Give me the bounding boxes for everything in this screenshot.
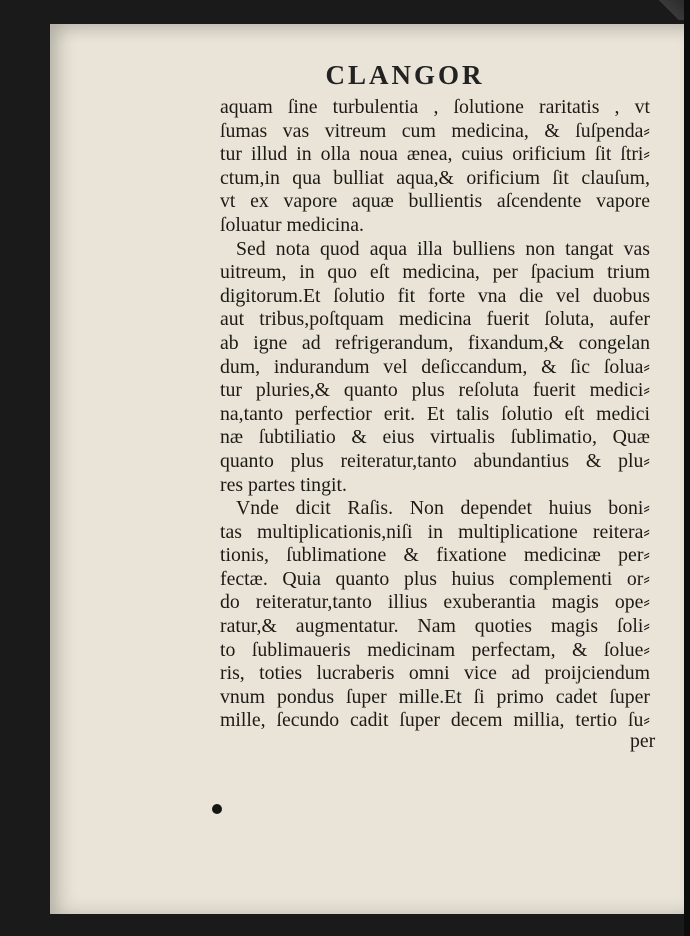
text-line: tur illud in olla noua ænea, cuius orificium ſit ſtri⸗ — [220, 143, 650, 166]
text-line: ab igne ad refrigerandum, fixandum,& congelan — [220, 331, 650, 354]
text-line: vnum pondus ſuper mille.Et ſi primo cadet ſuper — [220, 685, 650, 708]
text-line: Vnde dicit Raſis. Non dependet huius boni⸗ — [236, 497, 650, 520]
text-line: tur pluries,& quanto plus reſoluta fuerit medici⸗ — [220, 379, 650, 402]
text-line: ctum,in qua bulliat aqua,& orificium ſit clauſum, — [220, 166, 650, 189]
text-line: tas multiplicationis,niſi in multiplicatione reitera⸗ — [220, 520, 650, 543]
page-corner — [654, 0, 684, 20]
text-line: res partes tingit. — [220, 473, 347, 496]
text-line: na,tanto perfectior erit. Et talis ſolutio eſt medici — [220, 402, 650, 425]
text-line: ſumas vas vitreum cum medicina, & ſuſpenda⸗ — [220, 119, 650, 142]
text-line: uitreum, in quo eſt medicina, per ſpacium trium — [220, 261, 650, 284]
text-line: digitorum.Et ſolutio fit forte vna die vel duobus — [220, 284, 650, 307]
text-line: aquam ſine turbulentia , ſolutione raritatis , vt — [220, 96, 650, 118]
text-line: ratur,& augmentatur. Nam quoties magis ſoli⸗ — [220, 615, 650, 638]
scan-edge — [684, 0, 690, 936]
text-line: ris, toties lucraberis omni vice ad proijciendum — [220, 662, 650, 685]
text-line: tionis, ſublimatione & fixatione medicinæ per⸗ — [220, 544, 650, 567]
text-line: vt ex vapore aquæ bullientis aſcendente vapore — [220, 190, 650, 213]
text-line: ſoluatur medicina. — [220, 213, 364, 236]
text-line: aut tribus,poſtquam medicina fuerit ſoluta, aufer — [220, 308, 650, 331]
text-line: do reiteratur,tanto illius exuberantia magis ope⸗ — [220, 591, 650, 614]
text-line: mille, ſecundo cadit ſuper decem millia, tertio ſu⸗ — [220, 709, 650, 732]
page-title: CLANGOR — [325, 60, 485, 90]
text-line: dum, indurandum vel deſiccandum, & ſic ſolua⸗ — [220, 355, 650, 378]
text-line: quanto plus reiteratur,tanto abundantius & plu⸗ — [220, 449, 650, 472]
book-page — [50, 24, 690, 914]
catchword: per — [630, 730, 656, 752]
text-line: to ſublimaueris medicinam perfectam, & ſolue⸗ — [220, 638, 650, 661]
text-line: Sed nota quod aqua illa bulliens non tangat vas — [236, 237, 650, 260]
ink-dot — [212, 804, 222, 814]
text-line: næ ſubtiliatio & eius virtualis ſublimatio, Quæ — [220, 426, 650, 449]
text-line: fectæ. Quia quanto plus huius complementi or⸗ — [220, 567, 650, 590]
body-text — [220, 96, 650, 733]
